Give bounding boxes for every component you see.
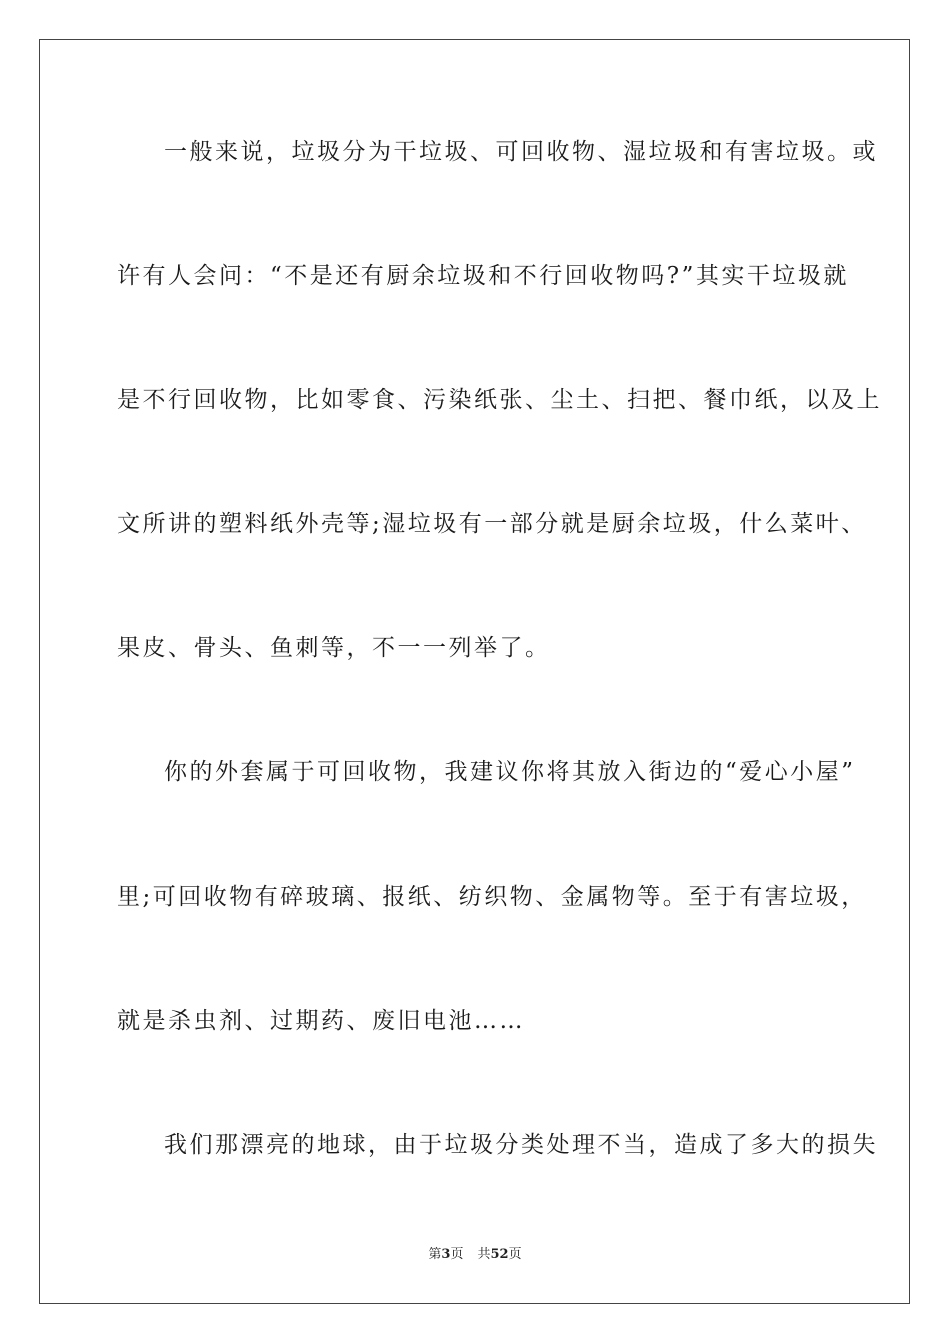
paragraph-line: 一般来说，垃圾分为干垃圾、可回收物、湿垃圾和有害垃圾。或 [164,139,878,165]
total-pages-indicator: 共52页 [477,1247,522,1262]
paragraph-line: 我们那漂亮的地球，由于垃圾分类处理不当，造成了多大的损失 [164,1132,878,1158]
paragraph-line: 文所讲的塑料纸外壳等;湿垃圾有一部分就是厨余垃圾，什么菜叶、 [117,511,867,537]
paragraph-line: 你的外套属于可回收物，我建议你将其放入街边的“爱心小屋” [164,759,856,785]
page-footer [0,1246,950,1264]
paragraph-line: 果皮、骨头、鱼刺等，不一一列举了。 [117,635,551,661]
paragraph-line: 就是杀虫剂、过期药、废旧电池…… [117,1008,525,1034]
paragraph-line: 许有人会问：“不是还有厨余垃圾和不行回收物吗?”其实干垃圾就 [117,263,849,289]
page-border [39,39,910,1304]
current-page-indicator: 第3页 [428,1247,464,1262]
paragraph-line: 里;可回收物有碎玻璃、报纸、纺织物、金属物等。至于有害垃圾， [117,884,867,910]
paragraph-line: 是不行回收物，比如零食、污染纸张、尘土、扫把、餐巾纸，以及上 [117,387,882,413]
